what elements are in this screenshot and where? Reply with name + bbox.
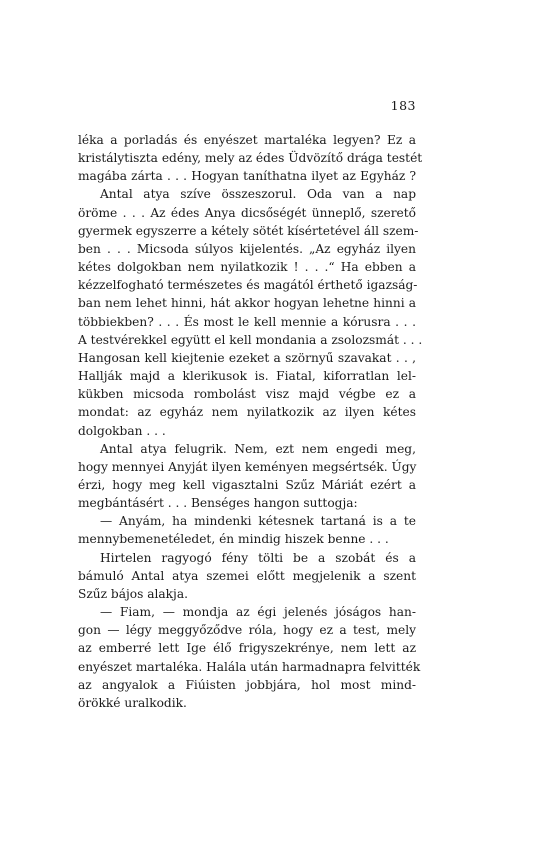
body-text xyxy=(78,131,423,712)
text-line: — Anyám, ha mindenki kétesnek tartaná is a te xyxy=(100,514,416,529)
text-line: léka a porladás és enyészet martaléka legyen? Ez a xyxy=(78,133,416,147)
text-line: Szűz bájos alakja. xyxy=(78,586,188,601)
text-line: az emberré lett Ige élő frigyszekrénye, nem lett az xyxy=(78,641,416,656)
text-line: ben . . . Micsoda súlyos kijelentés. „Az egyház ilyen xyxy=(78,241,416,256)
text-line: Hallják majd a klerikusok is. Fiatal, kiforratlan lel- xyxy=(78,369,416,384)
text-line: öröme . . . Az édes Anya dicsőségét ünneplő, szerető xyxy=(78,205,416,220)
text-line: — Fiam, — mondja az égi jelenés jóságos han- xyxy=(100,605,416,620)
text-line: bámuló Antal atya szemei előtt megjelenik a szent xyxy=(78,568,416,583)
text-line: magába zárta . . . Hogyan taníthatna ilyet az Egyház ? xyxy=(78,169,416,184)
text-line: Hangosan kell kiejtenie ezeket a szörnyű szavakat . . , xyxy=(78,350,416,365)
page-number: 183 xyxy=(390,98,416,113)
text-line: kristálytiszta edény, mely az édes Üdvözítő drága testét xyxy=(78,151,423,166)
text-line: A testvérekkel együtt el kell mondania a zsolozsmát . . . xyxy=(78,332,423,347)
text-line: gyermek egyszerre a kétely sötét kísértetével áll szem- xyxy=(78,223,419,238)
text-line: mondat: az egyház nem nyilatkozik az ilyen kétes xyxy=(78,405,416,420)
text-line: örökké uralkodik. xyxy=(78,695,187,710)
text-line: ban nem lehet hinni, hát akkor hogyan lehetne hinni a xyxy=(78,296,416,311)
text-line: dolgokban . . . xyxy=(78,423,166,438)
text-line: enyészet martaléka. Halála után harmadnapra felvitték xyxy=(78,659,421,674)
text-line: mennybemenetéledet, én mindig hiszek benne . . . xyxy=(78,532,389,547)
text-line: gon — légy meggyőződve róla, hogy ez a test, mely xyxy=(78,623,416,638)
text-line: érzi, hogy meg kell vigasztalni Szűz Máriát ezért a xyxy=(78,477,416,492)
text-line: kétes dolgokban nem nyilatkozik ! . . .“ Ha ebben a xyxy=(78,260,416,275)
text-line: kükben micsoda rombolást visz majd végbe ez a xyxy=(78,387,416,402)
text-line: többiekben? . . . És most le kell mennie a kórusra . . . xyxy=(78,314,416,329)
text-line: az angyalok a Fiúisten jobbjára, hol most mind- xyxy=(78,677,416,692)
text-line: megbántásért . . . Benséges hangon suttogja: xyxy=(78,496,358,511)
text-line: kézzelfogható természetes és magától érthető igazság- xyxy=(78,278,418,293)
text-line: hogy mennyei Anyját ilyen keményen megsértsék. Úgy xyxy=(78,459,417,474)
text-line: Antal atya felugrik. Nem, ezt nem engedi meg, xyxy=(100,441,416,456)
text-line: Antal atya szíve összeszorul. Oda van a nap xyxy=(100,187,416,202)
text-line: Hirtelen ragyogó fény tölti be a szobát és a xyxy=(100,550,416,565)
